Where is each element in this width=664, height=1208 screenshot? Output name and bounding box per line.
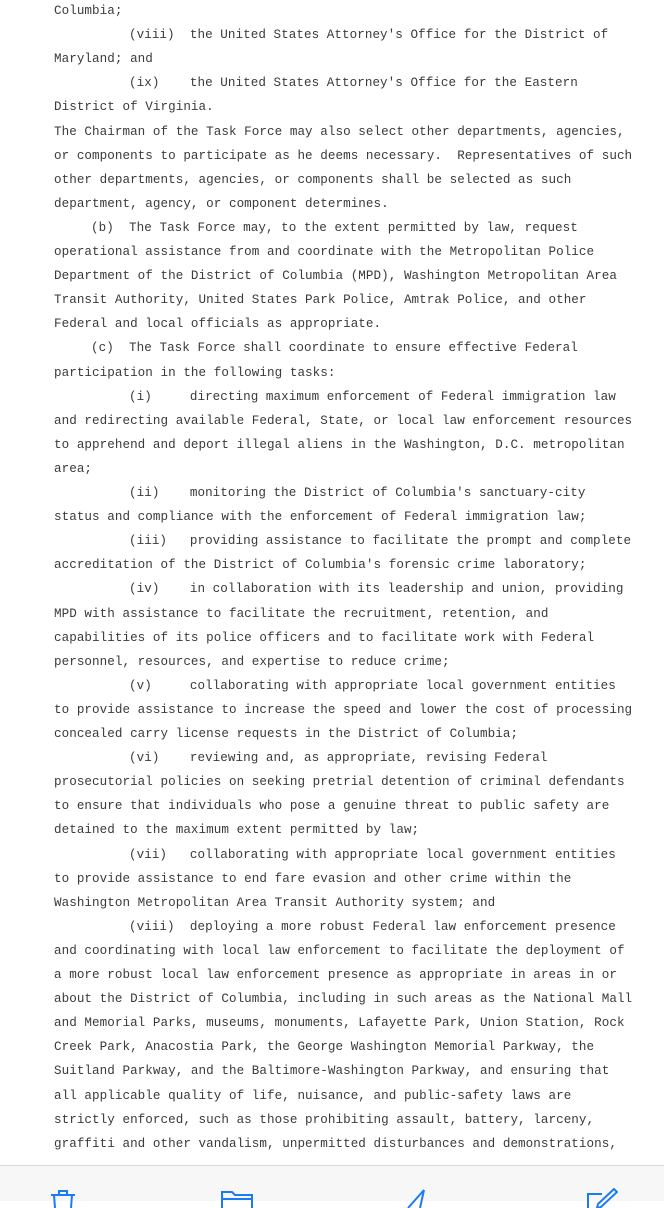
document-line: other departments, agencies, or components shall be selected as such: [54, 172, 572, 187]
document-line: Federal and local officials as appropriate.: [54, 317, 382, 332]
document-line: Maryland; and: [54, 52, 153, 67]
document-line: accreditation of the District of Columbia's forensic crime laboratory;: [54, 558, 587, 573]
document-line: (b) The Task Force may, to the extent permitted by law, request: [91, 220, 578, 235]
document-line: participation in the following tasks:: [54, 365, 336, 380]
document-line: all applicable quality of life, nuisance, and public-safety laws are: [54, 1088, 572, 1103]
document-line: detained to the maximum extent permitted by law;: [54, 823, 420, 838]
document-line: Washington Metropolitan Area Transit Authority system; and: [54, 895, 496, 910]
document-line: (ii) monitoring the District of Columbia's sanctuary-city: [129, 486, 586, 500]
document-line: strictly enforced, such as those prohibiting assault, battery, larceny,: [54, 1112, 595, 1127]
folder-icon[interactable]: [220, 1188, 254, 1208]
trash-icon[interactable]: [46, 1188, 80, 1208]
document-line: operational assistance from and coordinate with the Metropolitan Police: [54, 245, 595, 259]
document-line: or components to participate as he deems necessary. Representatives of such: [54, 148, 633, 163]
document-line: (iv) in collaboration with its leadership and union, providing: [129, 582, 624, 597]
bottom-toolbar: [0, 1165, 664, 1201]
document-line: graffiti and other vandalism, unpermitted disturbances and demonstrations,: [54, 1136, 617, 1151]
document-line: District of Virginia.: [54, 100, 214, 115]
document-line: and redirecting available Federal, State, or local law enforcement resources: [54, 413, 633, 428]
send-icon[interactable]: [400, 1188, 434, 1208]
document-line: concealed carry license requests in the District of Columbia;: [54, 727, 519, 741]
document-line: Columbia;: [54, 4, 123, 18]
document-line: to ensure that individuals who pose a genuine threat to public safety are: [54, 799, 610, 814]
document-line: (viii) the United States Attorney's Office for the District of: [129, 28, 609, 43]
document-line: about the District of Columbia, including in such areas as the National Mall: [54, 992, 633, 1007]
edit-icon[interactable]: [584, 1188, 618, 1208]
document-line: Department of the District of Columbia (MPD), Washington Metropolitan Area: [54, 269, 617, 284]
document-line: personnel, resources, and expertise to reduce crime;: [54, 654, 450, 669]
document-line: (viii) deploying a more robust Federal law enforcement presence: [129, 919, 616, 934]
document-line: (c) The Task Force shall coordinate to ensure effective Federal: [91, 341, 578, 356]
document-line: (i) directing maximum enforcement of Federal immigration law: [129, 389, 616, 404]
document-line: area;: [54, 461, 93, 476]
document-line: to provide assistance to increase the speed and lower the cost of processing: [54, 702, 633, 717]
document-line: to provide assistance to end fare evasion and other crime within the: [54, 871, 572, 886]
document-line: to apprehend and deport illegal aliens in the Washington, D.C. metropolitan: [54, 437, 625, 452]
document-line: (vi) reviewing and, as appropriate, revising Federal: [129, 751, 548, 766]
document-line: (ix) the United States Attorney's Office for the Eastern: [129, 76, 578, 91]
document-line: and Memorial Parks, museums, monuments, Lafayette Park, Union Station, Rock: [54, 1016, 625, 1031]
document-line: prosecutorial policies on seeking pretrial detention of criminal defendants: [54, 775, 625, 790]
document-line: Transit Authority, United States Park Police, Amtrak Police, and other: [54, 293, 587, 308]
document-line: and coordinating with local law enforcement to facilitate the deployment of: [54, 943, 625, 958]
document-line: (iii) providing assistance to facilitate the prompt and complete: [129, 534, 632, 549]
document-line: MPD with assistance to facilitate the recruitment, retention, and: [54, 606, 549, 621]
document-line: status and compliance with the enforcement of Federal immigration law;: [54, 510, 587, 525]
document-line: a more robust local law enforcement presence as appropriate in areas in or: [54, 968, 617, 982]
document-line: Creek Park, Anacostia Park, the George Washington Memorial Parkway, the: [54, 1040, 595, 1055]
document-line: (vii) collaborating with appropriate local government entities: [129, 847, 616, 862]
document-line: capabilities of its police officers and to facilitate work with Federal: [54, 630, 595, 645]
document-line: Suitland Parkway, and the Baltimore-Washington Parkway, and ensuring that: [54, 1064, 610, 1079]
document-line: (v) collaborating with appropriate local government entities: [129, 678, 616, 693]
document-line: department, agency, or component determines.: [54, 196, 389, 211]
document-line: The Chairman of the Task Force may also select other departments, agencies,: [54, 124, 625, 139]
